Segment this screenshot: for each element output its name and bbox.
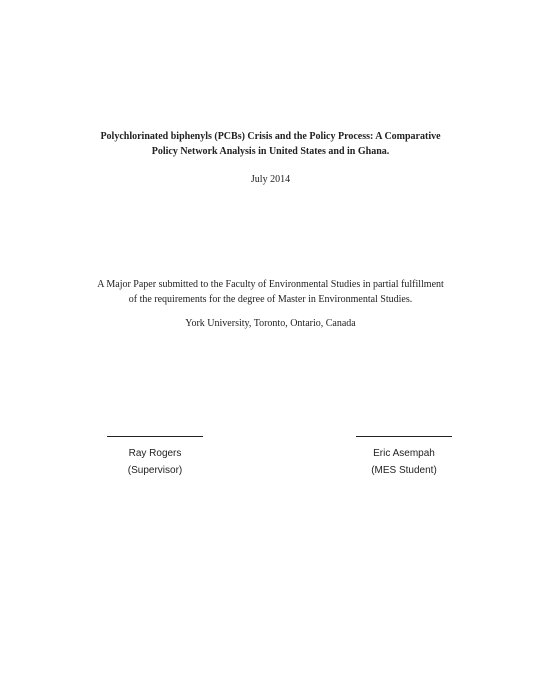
submission-statement-line-1: A Major Paper submitted to the Faculty of Environmental Studies in partial fulfillment: [97, 279, 444, 290]
supervisor-role: (Supervisor): [127, 465, 183, 476]
paper-title-line-2: Policy Network Analysis in United States and in Ghana.: [151, 146, 390, 157]
student-signature-line: [356, 436, 452, 437]
submission-statement-line-2: of the requirements for the degree of Master in Environmental Studies.: [128, 294, 413, 305]
supervisor-signature-block: [85, 436, 225, 479]
student-signature-block: [334, 436, 474, 479]
submission-date: July 2014: [250, 174, 291, 185]
paper-title-line-1: Polychlorinated biphenyls (PCBs) Crisis and the Policy Process: A Comparative: [100, 131, 441, 142]
student-name: Eric Asempah: [373, 448, 435, 459]
institution: York University, Toronto, Ontario, Canada: [185, 318, 356, 329]
supervisor-name: Ray Rogers: [128, 448, 182, 459]
student-role: (MES Student): [371, 465, 437, 476]
supervisor-signature-line: [107, 436, 203, 437]
paper-title: [0, 129, 541, 159]
submission-statement: [0, 277, 541, 307]
